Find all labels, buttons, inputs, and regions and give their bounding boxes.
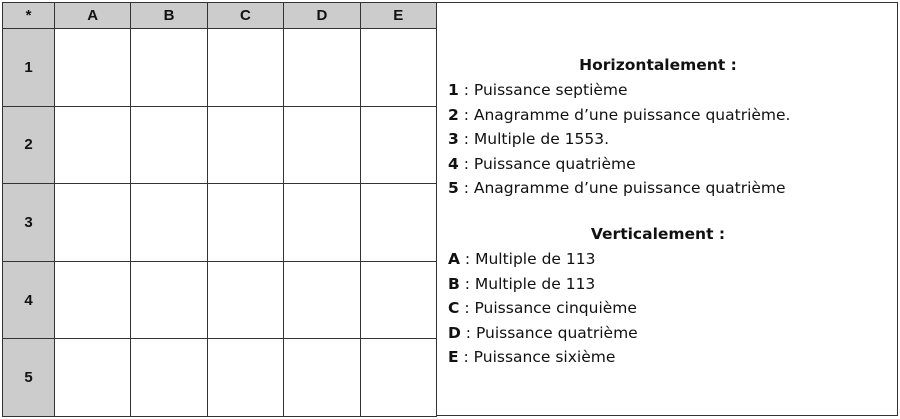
clues-panel xyxy=(448,56,888,370)
clue-text: : Anagramme d’une puissance quatrième. xyxy=(458,105,791,124)
grid-cell[interactable] xyxy=(55,339,131,417)
row-header-3: 3 xyxy=(3,184,55,262)
horizontal-clue-1 xyxy=(448,78,888,103)
grid-cell[interactable] xyxy=(207,184,283,262)
grid-cell[interactable] xyxy=(131,106,207,184)
grid-row-2 xyxy=(3,106,437,184)
horizontal-clue-5 xyxy=(448,176,888,201)
grid-cell[interactable] xyxy=(131,261,207,339)
column-header-e: E xyxy=(360,3,436,29)
grid-cell[interactable] xyxy=(131,184,207,262)
vertical-clue-d xyxy=(448,321,888,346)
horizontal-clue-3 xyxy=(448,127,888,152)
grid-cell[interactable] xyxy=(360,29,436,107)
horizontal-heading: Horizontalement : xyxy=(579,56,737,74)
horizontal-clue-4 xyxy=(448,152,888,177)
grid-cell[interactable] xyxy=(207,261,283,339)
column-header-c: C xyxy=(207,3,283,29)
grid-cell[interactable] xyxy=(360,339,436,417)
grid-cell[interactable] xyxy=(360,261,436,339)
grid-cell[interactable] xyxy=(55,106,131,184)
grid-row-5 xyxy=(3,339,437,417)
column-header-b: B xyxy=(131,3,207,29)
grid-cell[interactable] xyxy=(55,29,131,107)
clue-key: D xyxy=(448,323,461,342)
row-header-1: 1 xyxy=(3,29,55,107)
clue-key: 1 xyxy=(448,81,459,99)
grid-cell[interactable] xyxy=(131,339,207,417)
grid-row-4 xyxy=(3,261,437,339)
column-header-row xyxy=(3,3,437,29)
clue-text: : Puissance quatrième xyxy=(460,323,638,342)
grid-cell[interactable] xyxy=(284,339,360,417)
clue-text: : Puissance septième xyxy=(458,81,628,99)
grid-cell[interactable] xyxy=(284,261,360,339)
row-header-2: 2 xyxy=(3,106,55,184)
grid-cell[interactable] xyxy=(207,29,283,107)
clue-text: : Puissance quatrième xyxy=(458,154,636,173)
crossnumber-grid xyxy=(2,2,437,417)
grid-cell[interactable] xyxy=(360,106,436,184)
grid-cell[interactable] xyxy=(131,29,207,107)
corner-header: * xyxy=(3,3,55,29)
clue-key: A xyxy=(448,249,460,268)
clue-key: 5 xyxy=(448,179,459,198)
grid-cell[interactable] xyxy=(360,184,436,262)
vertical-clue-c xyxy=(448,296,888,321)
grid-cell[interactable] xyxy=(207,106,283,184)
vertical-clue-b xyxy=(448,272,888,297)
grid-row-1 xyxy=(3,29,437,107)
grid-cell[interactable] xyxy=(207,339,283,417)
clue-text: : Multiple de 113 xyxy=(460,249,596,268)
grid-cell[interactable] xyxy=(284,184,360,262)
clue-text: : Puissance sixième xyxy=(458,348,616,367)
clue-text: : Puissance cinquième xyxy=(459,299,637,318)
row-header-4: 4 xyxy=(3,261,55,339)
clue-key: B xyxy=(448,274,460,293)
vertical-heading: Verticalement : xyxy=(590,224,726,243)
horizontal-clue-2 xyxy=(448,103,888,128)
clue-key: E xyxy=(448,348,459,367)
row-header-5: 5 xyxy=(3,339,55,417)
grid-cell[interactable] xyxy=(55,261,131,339)
clue-text: : Multiple de 1553. xyxy=(458,130,610,149)
grid-cell[interactable] xyxy=(284,106,360,184)
grid-cell[interactable] xyxy=(55,184,131,262)
clues-spacer xyxy=(448,201,888,225)
column-header-a: A xyxy=(55,3,131,29)
clue-text: : Anagramme d’une puissance quatrième xyxy=(458,179,786,198)
clue-key: 2 xyxy=(448,105,459,124)
grid-cell[interactable] xyxy=(284,29,360,107)
clue-key: C xyxy=(448,299,460,318)
vertical-clue-a xyxy=(448,247,888,272)
grid-row-3 xyxy=(3,184,437,262)
column-header-d: D xyxy=(284,3,360,29)
clue-text: : Multiple de 113 xyxy=(459,274,596,293)
vertical-clue-e xyxy=(448,345,888,370)
clue-key: 3 xyxy=(448,130,459,149)
clue-key: 4 xyxy=(448,154,459,173)
